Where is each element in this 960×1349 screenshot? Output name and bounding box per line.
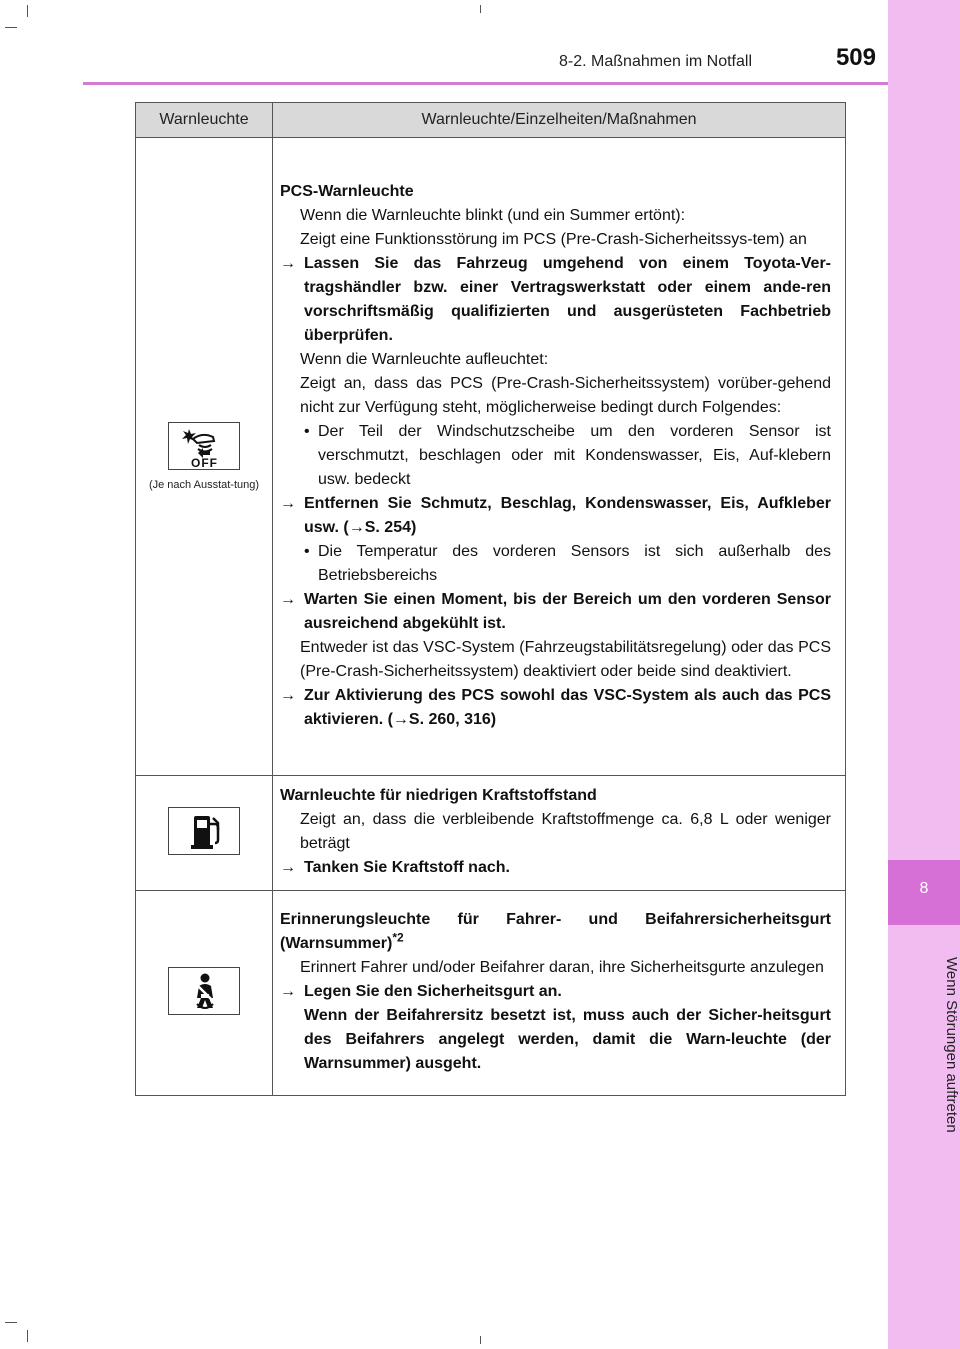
detail-text: Wenn die Warnleuchte blinkt (und ein Summer ertönt):	[300, 206, 686, 224]
row-title: PCS-Warnleuchte	[280, 182, 414, 200]
seatbelt-icon	[168, 967, 240, 1015]
bullet-text: • Der Teil der Windschutzscheibe um den vorderen Sensor ist verschmutzt, beschlagen oder mit Kondenswasser, Eis, Auf-klebern usw. bedeckt	[280, 420, 831, 492]
action-text: → Tanken Sie Kraftstoff nach.	[280, 856, 831, 880]
icon-off-label: OFF	[191, 456, 218, 470]
action-text: → Legen Sie den Sicherheitsgurt an.	[280, 980, 831, 1004]
column-header-details: Warnleuchte/Einzelheiten/Maßnahmen	[273, 103, 846, 138]
detail-text: Zeigt eine Funktionsstörung im PCS (Pre-Crash-Sicherheitssys-tem) an	[300, 230, 807, 248]
row-title: Warnleuchte für niedrigen Kraftstoffstand	[280, 787, 597, 804]
detail-text: Entweder ist das VSC-System (Fahrzeugstabilitätsregelung) oder das PCS (Pre-Crash-Sicherheitssystem) deaktiviert oder beide sind deaktiviert.	[300, 638, 831, 680]
crop-mark	[480, 1336, 481, 1344]
detail-text: Erinnert Fahrer und/oder Beifahrer daran, ihre Sicherheitsgurte anzulegen	[300, 959, 824, 976]
section-title: 8-2. Maßnahmen im Notfall	[559, 53, 752, 70]
detail-text: Wenn die Warnleuchte aufleuchtet:	[300, 350, 549, 368]
chapter-number: 8	[919, 880, 929, 897]
action-text: → Lassen Sie das Fahrzeug umgehend von einem Toyota-Ver-tragshändler bzw. einer Vertragswerkstatt oder einem ande-ren vorschriftsmäßig qualifizierten und ausgerüsteten Fachbetrieb überprüfen.	[280, 252, 831, 348]
action-subtext: Wenn der Beifahrersitz besetzt ist, muss auch der Sicher-heitsgurt des Beifahrers angelegt werden, damit die Warn-leuchte (der Warnsummer) ausgeht.	[304, 1007, 831, 1072]
icon-cell	[136, 776, 273, 891]
row-title-text: Erinnerungsleuchte für Fahrer- und Beifahrersicherheitsgurt (Warnsummer)	[280, 911, 831, 952]
detail-text: Zeigt an, dass das PCS (Pre-Crash-Sicherheitssystem) vorüber-gehend nicht zur Verfügung steht, möglicherweise bedingt durch Folgendes:	[300, 374, 831, 416]
icon-note: (Je nach Ausstat-tung)	[148, 479, 260, 491]
header-rule	[83, 82, 888, 85]
fuel-pump-icon	[168, 807, 240, 855]
icon-cell	[136, 891, 273, 1096]
icon-cell	[136, 138, 273, 776]
crop-mark	[5, 1322, 17, 1323]
row-title	[280, 908, 831, 956]
footnote-marker: *2	[392, 930, 404, 945]
table-header-row	[136, 103, 846, 138]
bullet-text: • Die Temperatur des vorderen Sensors ist sich außerhalb des Betriebsbereichs	[280, 540, 831, 588]
pcs-warning-off-icon	[168, 422, 240, 470]
table-row	[136, 776, 846, 891]
chapter-title: Wenn Störungen auftreten	[943, 957, 960, 1133]
table-row	[136, 138, 846, 776]
details-cell	[273, 891, 846, 1096]
crop-mark	[5, 27, 17, 28]
crop-mark	[480, 5, 481, 13]
action-text: → Entfernen Sie Schmutz, Beschlag, Kondenswasser, Eis, Aufkleber usw. (→S. 254)	[280, 492, 831, 540]
crop-mark	[27, 5, 28, 17]
details-cell	[273, 776, 846, 891]
details-cell	[273, 138, 846, 776]
action-text: → Warten Sie einen Moment, bis der Bereich um den vorderen Sensor ausreichend abgekühlt ist.	[280, 588, 831, 636]
column-header-light: Warnleuchte	[136, 103, 273, 138]
table-row	[136, 891, 846, 1096]
page-number: 509	[835, 44, 876, 71]
crop-mark	[27, 1330, 28, 1342]
action-text: → Zur Aktivierung des PCS sowohl das VSC-System als auch das PCS aktivieren. (→S. 260, 316)	[280, 684, 831, 732]
detail-text: Zeigt an, dass die verbleibende Kraftstoffmenge ca. 6,8 L oder weniger beträgt	[300, 811, 831, 852]
warning-light-table	[135, 102, 846, 1096]
